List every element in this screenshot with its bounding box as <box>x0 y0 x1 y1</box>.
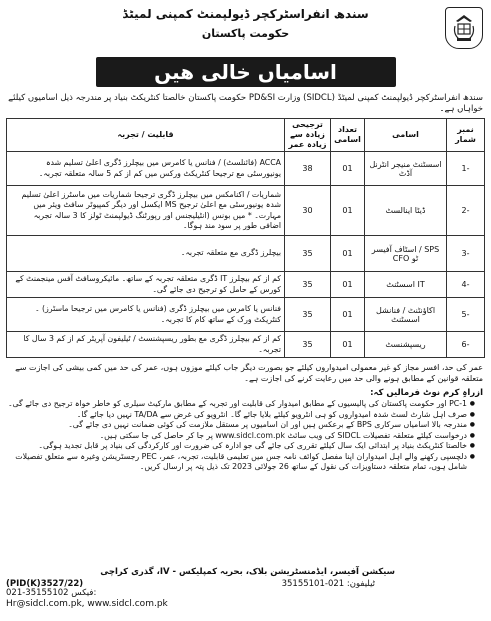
row-post: ریسپشنسٹ <box>365 332 447 358</box>
row-post: اسسٹنٹ منیجر انٹرنل آڈٹ <box>365 152 447 186</box>
row-serial: -2 <box>447 186 485 236</box>
row-qualification: ACCA (فائنلسٹ) / فنانس یا کامرس میں بیچلرز ڈگری اعلیٰ تسلیم شدہ یونیورسٹی مع ترجیحا کنٹریکٹ ورکس میں کم از کم 5 سالہ متعلقہ تجربہ۔ <box>7 152 285 186</box>
list-item: ● صرف اہل شارٹ لسٹ شدہ امیدواروں کو ہی انٹرویو کیلئے بلایا جائے گا۔ انٹرویو کی غرض سے TA/DA نہیں دیا جائے گا۔ <box>6 410 475 421</box>
list-item: ● دلچسپی رکھنے والے اہل امیدواران اپنا مفصل کوائف نامہ جس میں تعلیمی قابلیت، تجربہ، عمر، PEC رجسٹریشن وغیرہ سے متعلق تفصیلات شامل ہوں، تمام متعلقہ دستاویزات کی نقول کے ساتھ 26 جولائی 2023 تک ذیل پتہ پر ارسال کریں۔ <box>6 452 475 473</box>
row-count: 01 <box>331 332 365 358</box>
row-post: SPS / اسٹاف آفیسر ٹو CFO <box>365 236 447 272</box>
fax-number: 021-35155102 <box>6 588 69 598</box>
row-age: 35 <box>285 236 331 272</box>
row-qualification: فنانس یا کامرس میں بیچلرز ڈگری (فنانس یا کامرس میں ترجیحا ماسٹرز) ۔ کنٹریکٹ ورک کے ساتھ کام کا تجربہ۔ <box>7 298 285 332</box>
row-serial: -6 <box>447 332 485 358</box>
row-post: IT اسسٹنٹ <box>365 272 447 298</box>
terms-title: ازراہِ کرم نوٹ فرمالیں کہ: <box>370 388 483 398</box>
contact-email-web: Hr@sidcl.com.pk, www.sidcl.com.pk <box>6 599 168 609</box>
row-serial: -1 <box>447 152 485 186</box>
list-item: ● مندرجہ بالا اسامیاں سرکاری BPS کے برعکس ہیں اور ان اسامیوں پر مستقل ملازمت کی کوئی ضمانت نہیں دی جائے گی۔ <box>6 420 475 431</box>
vacancy-table <box>6 118 485 358</box>
header-age: ترجیحی زیادہ سے زیادہ عمر <box>285 119 331 152</box>
table-row <box>7 272 485 298</box>
intro-text: سندھ انفراسٹرکچر ڈیولپمنٹ کمپنی لمیٹڈ (SIDCL) وزارت PD&SI حکومت پاکستان خالصتا کنٹریکٹ بنیاد پر مندرجہ ذیل اسامیوں کیلئے خواہاں ہے۔ <box>8 93 483 114</box>
row-serial: -5 <box>447 298 485 332</box>
header-post: اسامی <box>365 119 447 152</box>
government-name: حکومت پاکستان <box>201 27 290 40</box>
company-name: سندھ انفراسٹرکچر ڈیولپمنٹ کمپنی لمیٹڈ <box>122 7 369 21</box>
age-limit-note: عمر کی حد، افسر مجاز کو غیر معمولی امیدواروں کیلئے جو بصورت دیگر جاب کیلئے موزوں ہوں، عمر کی حد میں کمی بیشی کی اجازت سے متعلقہ قوانین کے مطابق ہونے والی حد میں رعایت کرنے کی اجازت ہے۔ <box>15 363 483 383</box>
table-row <box>7 332 485 358</box>
tel-number: 021-35155101 <box>281 579 345 589</box>
row-serial: -3 <box>447 236 485 272</box>
list-item: ● خالصتا کنٹریکٹ بنیاد پر ابتدائی ایک سال کیلئے تقرری کی جائے گی جو ادارہ کی ضرورت اور کارکردگی کی بنیاد پر قابل تجدید ہوگی۔ <box>6 441 475 452</box>
terms-list <box>6 399 485 473</box>
ad-header <box>6 5 485 57</box>
table-row <box>7 186 485 236</box>
pid-number: (PID(K)3527/22) <box>6 579 84 589</box>
row-qualification: کم از کم بیچلرز ڈگری مع بطور ریسپشنسٹ / ٹیلیفون آپریٹر کم از کم 3 سال کا تجربہ۔ <box>7 332 285 358</box>
contact-fax-row <box>6 588 96 598</box>
list-item: ● درخواست کیلئے متعلقہ تفصیلات SIDCL کی ویب سائٹ www.sidcl.com.pk پر جا کر حاصل کی جا سکتی ہیں۔ <box>6 431 475 442</box>
row-age: 35 <box>285 298 331 332</box>
vacancy-banner: اسامیاں خالی ھیں <box>96 57 396 87</box>
tel-label: ٹیلیفون: <box>346 579 375 589</box>
row-age: 38 <box>285 152 331 186</box>
header-count: تعداد اسامی <box>331 119 365 152</box>
row-post: ڈیٹا اینالسٹ <box>365 186 447 236</box>
row-qualification: بیچلرز ڈگری مع متعلقہ تجربہ۔ <box>7 236 285 272</box>
row-serial: -4 <box>447 272 485 298</box>
job-advertisement <box>6 5 485 611</box>
row-count: 01 <box>331 186 365 236</box>
row-count: 01 <box>331 272 365 298</box>
list-item: ● PC-1 اور حکومت پاکستان کی پالیسیوں کے مطابق امیدوار کی قابلیت اور تجربہ کے مطابق مارکیٹ سیلری کو خاطر خواہ ترجیح دی جائے گی۔ <box>6 399 475 410</box>
contact-phone-row <box>282 579 375 589</box>
row-age: 35 <box>285 272 331 298</box>
table-row <box>7 152 485 186</box>
contact-address: سیکشن آفیسر، ایڈمنسٹریشن بلاک، بحریہ کمپلیکس - IV، گذری کراچی <box>100 567 395 577</box>
row-age: 30 <box>285 186 331 236</box>
header-serial: نمبر شمار <box>447 119 485 152</box>
table-row <box>7 298 485 332</box>
row-count: 01 <box>331 236 365 272</box>
row-qualification: کم از کم بیچلرز IT ڈگری متعلقہ تجربہ کے ساتھ۔ مائیکروسافٹ آفس مینجمنٹ کے کورس کے حامل کو ترجیح دی جائے گی۔ <box>7 272 285 298</box>
row-qualification: شماریات / اکنامکس میں بیچلرز ڈگری ترجیحا شماریات میں ماسٹرز اعلیٰ تسلیم شدہ یونیورسٹی مع اعلیٰ ترجیح MS ایکسل اور دیگر کمپیوٹر سافٹ ویئر میں مہارت۔ * میں بونس (انٹیلیجنس اور رپورٹنگ ڈیولپمنٹ ٹولز کا 3 سالہ تجربہ اضافی طور پر سود مند ہوگا۔ <box>7 186 285 236</box>
table-row <box>7 236 485 272</box>
table-header-row <box>7 119 485 152</box>
header-qualification: قابلیت / تجربہ <box>7 119 285 152</box>
fax-label: فیکس: <box>71 588 97 598</box>
row-count: 01 <box>331 152 365 186</box>
row-age: 35 <box>285 332 331 358</box>
row-post: اکاؤنٹنٹ / فنانشل اسسٹنٹ <box>365 298 447 332</box>
row-count: 01 <box>331 298 365 332</box>
